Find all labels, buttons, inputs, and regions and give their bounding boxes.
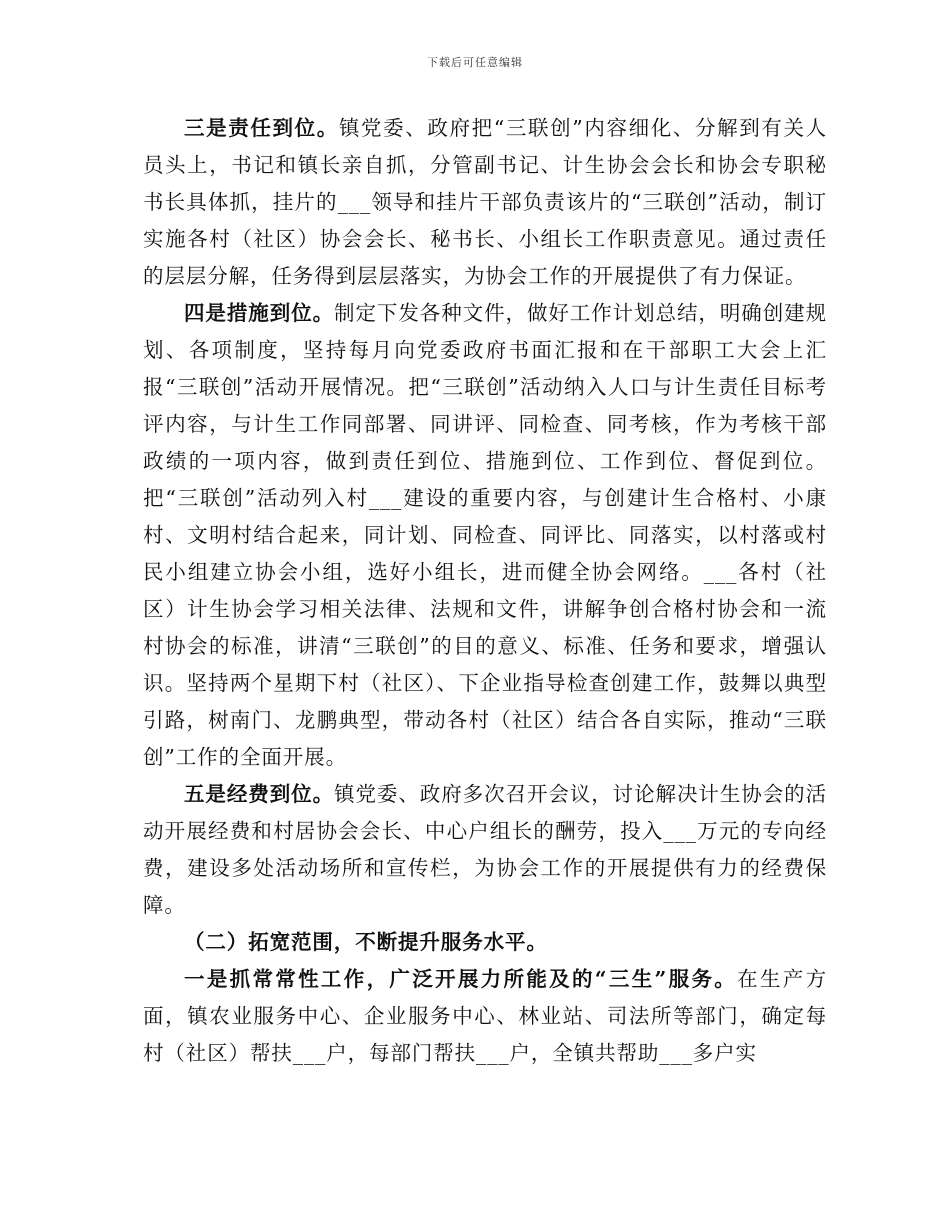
paragraph-services (143, 961, 827, 1072)
paragraph-measures (143, 295, 827, 776)
paragraph-text: 镇党委、政府多次召开会议，讨论解决计生协会的活动开展经费和村居协会会长、中心户组长的酬劳，投入___万元的专向经费，建设多处活动场所和宣传栏，为协会工作的开展提供有力的经费保障。 (143, 782, 827, 917)
paragraph-lead: 四是措施到位。 (184, 301, 335, 325)
paragraph-lead: 一是抓常常性工作，广泛开展力所能及的“三生”服务。 (184, 967, 738, 991)
paragraph-lead: 三是责任到位。 (184, 116, 339, 140)
paragraph-responsibility (143, 110, 827, 295)
document-body (143, 110, 827, 1072)
paragraph-text: 镇党委、政府把“三联创”内容细化、分解到有关人员头上，书记和镇长亲自抓，分管副书记、计生协会会长和协会专职秘书长具体抓，挂片的___领导和挂片干部负责该片的“三联创”活动，制订实施各村（社区）协会会长、秘书长、小组长工作职责意见。通过责任的层层分解，任务得到层层落实，为协会工作的开展提供了有力保证。 (143, 116, 827, 288)
paragraph-funding (143, 776, 827, 924)
paragraph-text: 制定下发各种文件，做好工作计划总结，明确创建规划、各项制度，坚持每月向党委政府书面汇报和在干部职工大会上汇报“三联创”活动开展情况。把“三联创”活动纳入人口与计生责任目标考评内容，与计生工作同部署、同讲评、同检查、同考核，作为考核干部政绩的一项内容，做到责任到位、措施到位、工作到位、督促到位。把“三联创”活动列入村___建设的重要内容，与创建计生合格村、小康村、文明村结合起来，同计划、同检查、同评比、同落实，以村落或村民小组建立协会小组，选好小组长，进而健全协会网络。___各村（社区）计生协会学习相关法律、法规和文件，讲解争创合格村协会和一流村协会的标准，讲清“三联创”的目的意义、标准、任务和要求，增强认识。坚持两个星期下村（社区）、下企业指导检查创建工作，鼓舞以典型引路，树南门、龙鹏典型，带动各村（社区）结合各自实际，推动“三联创”工作的全面开展。 (143, 301, 827, 769)
paragraph-lead: 五是经费到位。 (184, 782, 335, 806)
paragraph-text: 在生产方面，镇农业服务中心、企业服务中心、林业站、司法所等部门，确定每村（社区）帮扶___户，每部门帮扶___户，全镇共帮助___多户实 (143, 967, 827, 1065)
page-header: 下载后可任意编辑 (427, 56, 523, 69)
section-heading: （二）拓宽范围，不断提升服务水平。 (184, 930, 548, 954)
